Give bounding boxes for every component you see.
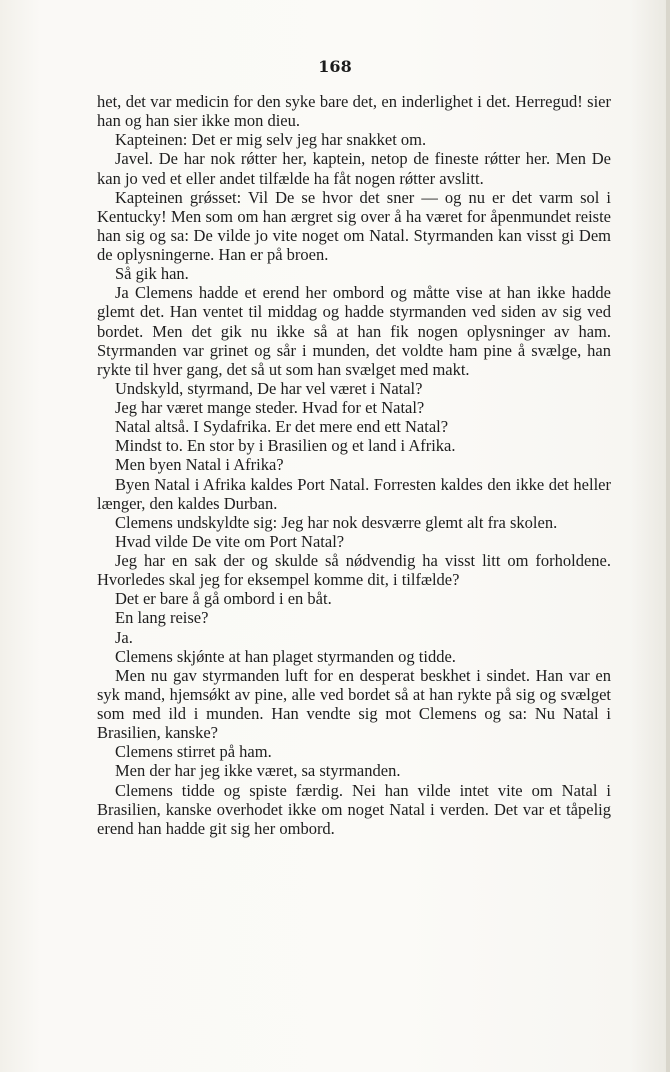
paragraph: Byen Natal i Afrika kaldes Port Natal. Forresten kaldes den ikke det heller længer, den kaldes Durban. — [97, 474, 611, 513]
paragraph: Ja Clemens hadde et erend her ombord og måtte vise at han ikke hadde glemt det. Han ventet til middag og hadde styrmanden ved siden av sig ved bordet. Men det gik nu ikke så at han fik nogen oplysninger av ham. Styrmanden var grinet og sår i munden, det voldte ham pine å svælge, han rykte til hver gang, det så ut som han svælget med makt. — [97, 283, 611, 379]
paragraph: Hvad vilde De vite om Port Natal? — [115, 531, 345, 551]
paragraph: Ja. — [115, 627, 133, 647]
paragraph: Men der har jeg ikke været, sa styrmanden. — [115, 761, 401, 781]
paragraph: Det er bare å gå ombord i en båt. — [115, 589, 332, 609]
paragraph: Men byen Natal i Afrika? — [115, 455, 284, 475]
paragraph: Clemens skjǿnte at han plaget styrmanden og tidde. — [115, 646, 456, 666]
body-text — [97, 92, 611, 838]
paragraph: Kapteinen: Det er mig selv jeg har snakket om. — [115, 130, 427, 150]
page-number: 168 — [318, 57, 352, 76]
paragraph: Så gik han. — [115, 264, 189, 284]
paragraph: Undskyld, styrmand, De har vel været i Natal? — [115, 378, 423, 398]
page-edge — [666, 0, 670, 1072]
paragraph: En lang reise? — [115, 608, 209, 628]
paragraph: Clemens stirret på ham. — [115, 742, 272, 762]
paragraph: Men nu gav styrmanden luft for en desperat beskhet i sindet. Han var en syk mand, hjemsǿkt av pine, alle ved bordet så at han rykte på sig og svælget som med ild i munden. Han vendte sig mot Clemens og sa: Nu Natal i Brasilien, kanske? — [97, 665, 611, 743]
paragraph: Mindst to. En stor by i Brasilien og et land i Afrika. — [115, 436, 456, 456]
paragraph: Clemens tidde og spiste færdig. Nei han vilde intet vite om Natal i Brasilien, kanske overhodet ikke om noget Natal i verden. Det var et tåpelig erend han hadde git sig her ombord. — [97, 780, 611, 838]
paragraph: Natal altså. I Sydafrika. Er det mere end ett Natal? — [115, 417, 449, 437]
paragraph: het, det var medicin for den syke bare det, en inderlighet i det. Herregud! sier han og han sier ikke mon dieu. — [97, 92, 611, 131]
paragraph: Jeg har været mange steder. Hvad for et Natal? — [115, 398, 425, 417]
paragraph: Javel. De har nok rǿtter her, kaptein, netop de fineste rǿtter her. Men De kan jo ved et eller andet tilfælde ha fåt nogen rǿtter avslitt. — [97, 149, 611, 188]
paragraph: Kapteinen grǿsset: Vil De se hvor det sner — og nu er det varm sol i Kentucky! Men som om han ærgret sig over å ha været for åpenmundet reiste han sig og sa: De vilde jo vite noget om Natal. Styrmanden kan visst gi Dem de oplysningerne. Han er på broen. — [97, 187, 611, 264]
paragraph: Jeg har en sak der og skulde så nǿdvendig ha visst litt om forholdene. Hvorledes skal jeg for eksempel komme dit, i tilfælde? — [97, 551, 611, 590]
paragraph: Clemens undskyldte sig: Jeg har nok desværre glemt alt fra skolen. — [115, 512, 558, 532]
